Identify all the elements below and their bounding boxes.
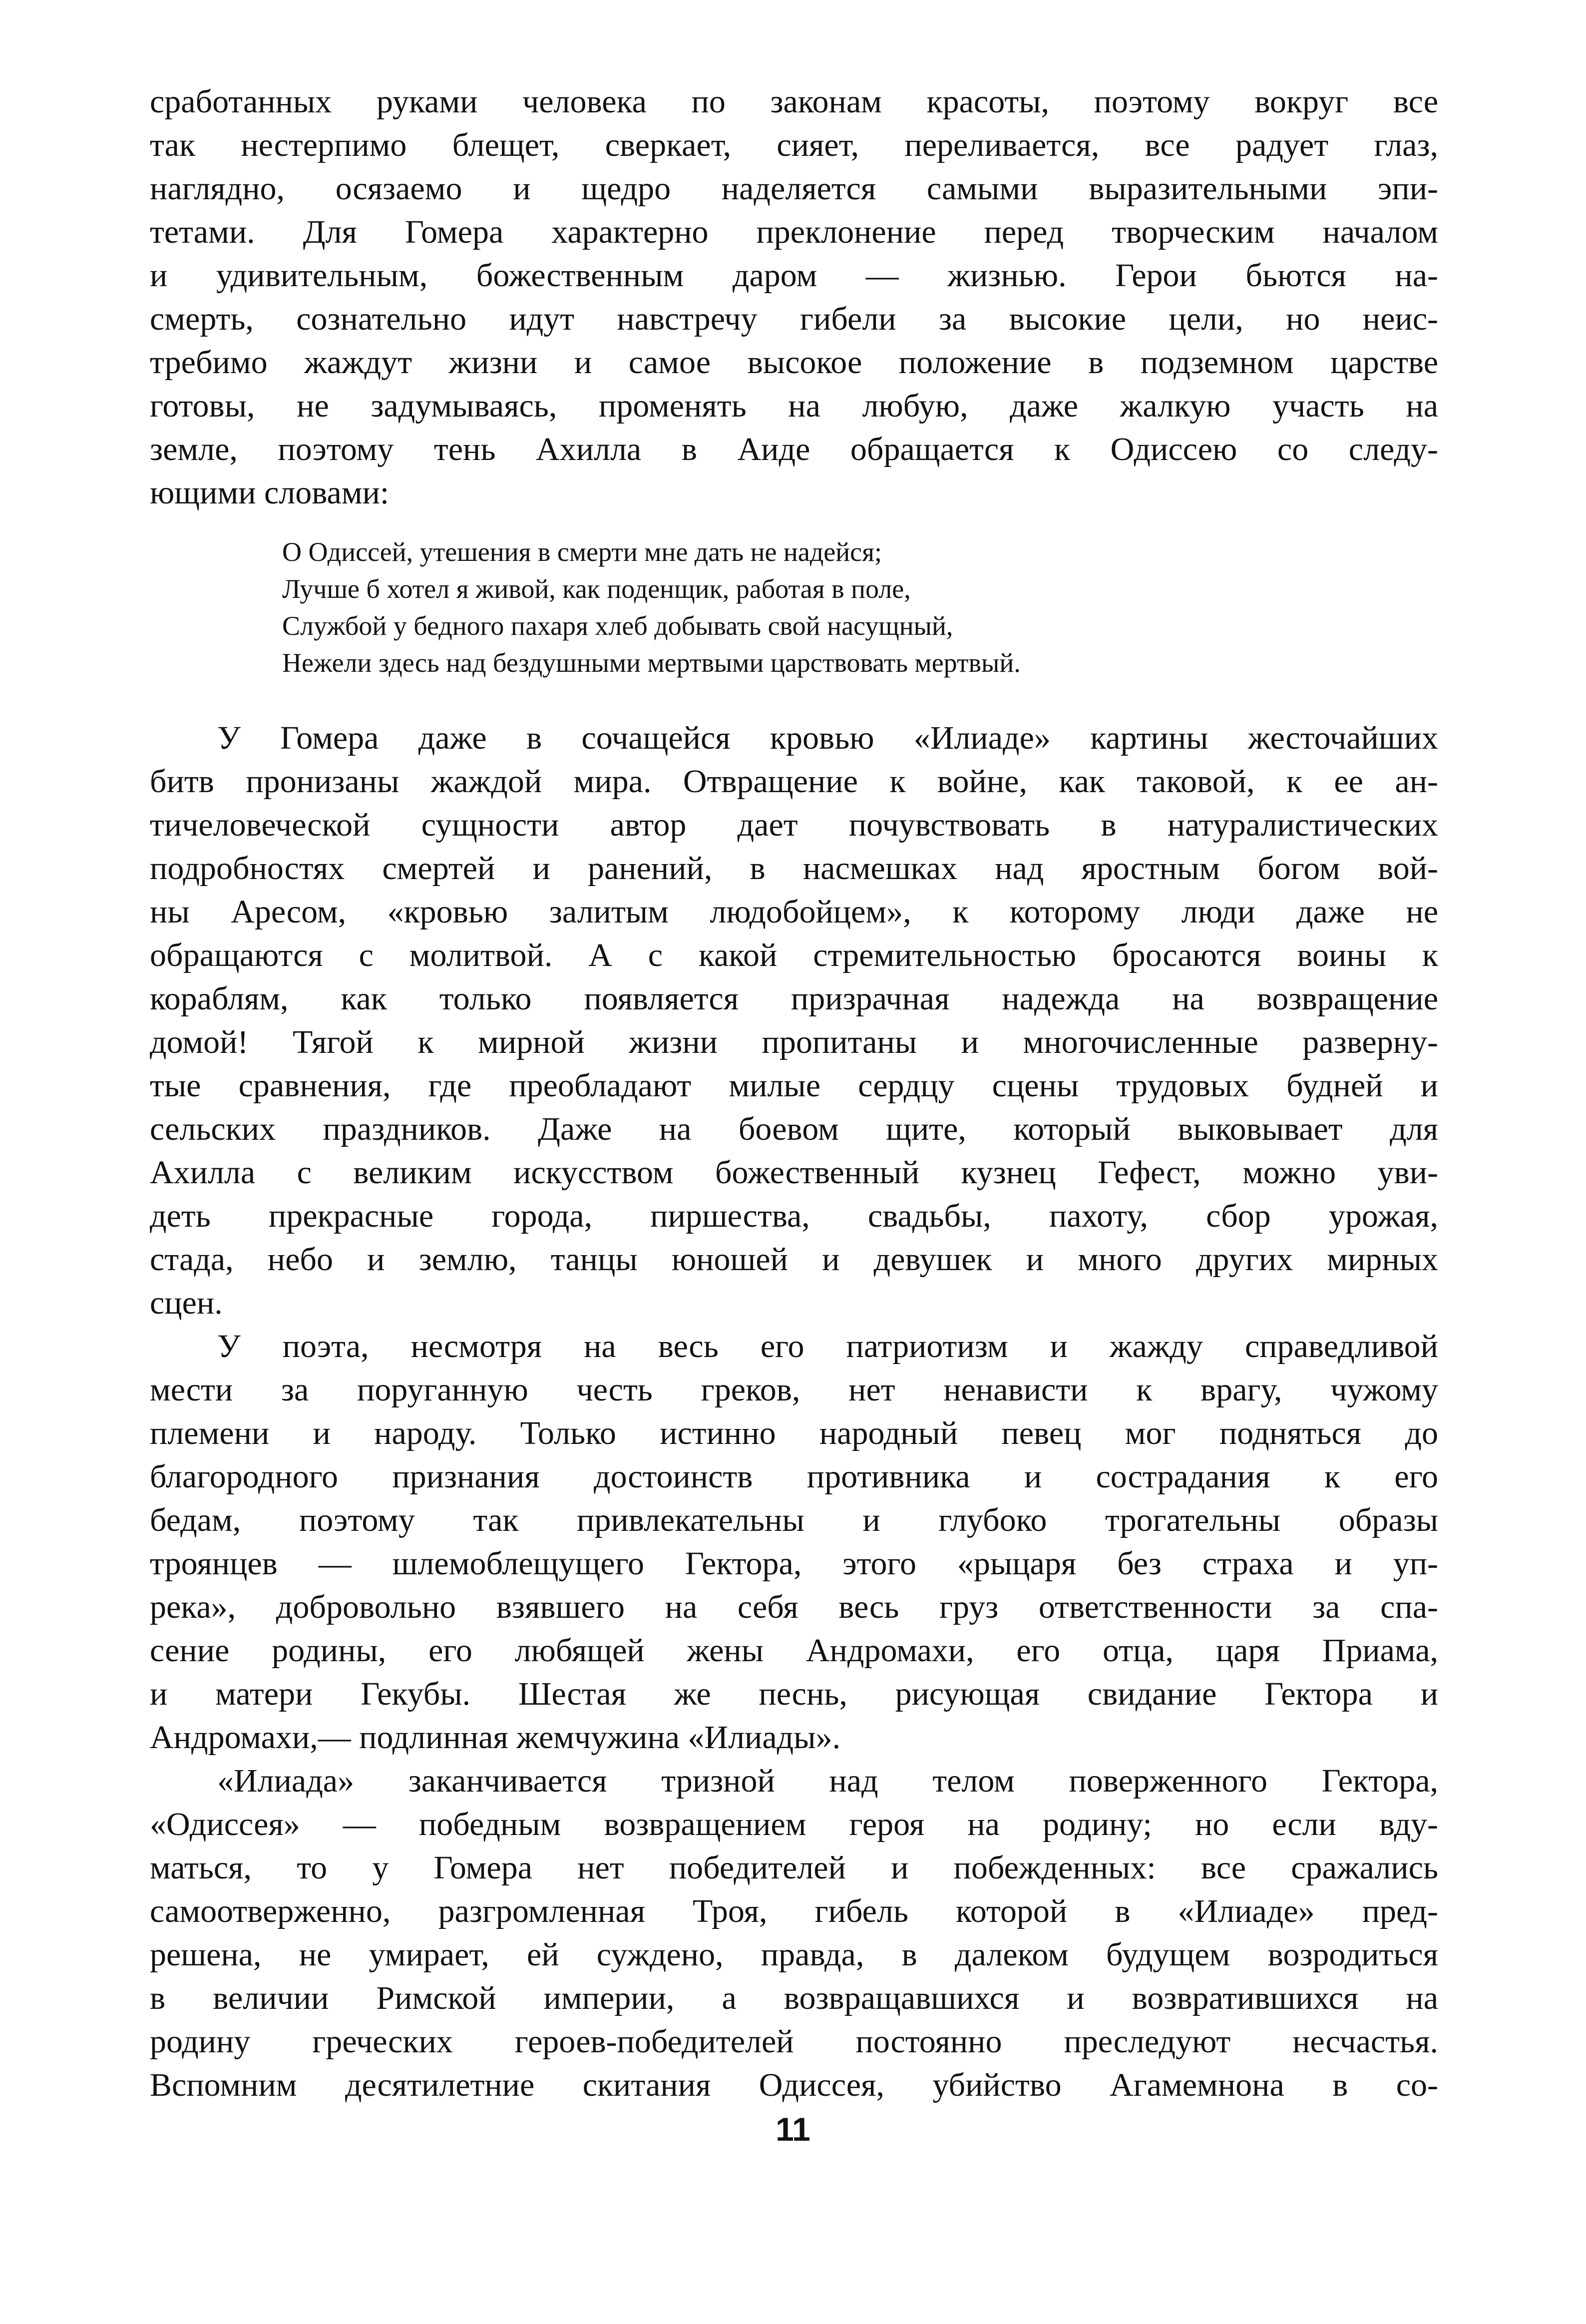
text-line: обращаются с молитвой. А с какой стремительностью бросаются воины к xyxy=(150,937,1438,973)
text-line: племени и народу. Только истинно народный певец мог подняться до xyxy=(150,1415,1438,1451)
text-line: ющими словами: xyxy=(150,474,390,511)
paragraph-intro xyxy=(150,80,1438,514)
text-line: бедам, поэтому так привлекательны и глубоко трогательны образы xyxy=(150,1502,1438,1538)
text-line: наглядно, осязаемо и щедро наделяется самыми выразительными эпи- xyxy=(150,170,1438,207)
page-number: 11 xyxy=(776,2111,810,2148)
text-line: «Одиссея» — победным возвращением героя на родину; но если вду- xyxy=(150,1806,1438,1843)
text-line: река», добровольно взявшего на себя весь груз ответственности за спа- xyxy=(150,1589,1438,1625)
text-line: смерть, сознательно идут навстречу гибели за высокие цели, но неис- xyxy=(150,301,1438,337)
text-line: тые сравнения, где преобладают милые сердцу сцены трудовых будней и xyxy=(150,1067,1438,1104)
text-line: У Гомера даже в сочащейся кровью «Илиаде» картины жесточайших xyxy=(217,720,1438,756)
text-line: сение родины, его любящей жены Андромахи, его отца, царя Приама, xyxy=(150,1632,1438,1669)
text-line: сцен. xyxy=(150,1285,223,1321)
text-line: Андромахи,— подлинная жемчужина «Илиады». xyxy=(150,1719,841,1756)
verse-line: Лучше б хотел я живой, как поденщик, работая в поле, xyxy=(282,574,911,604)
paragraph-ending xyxy=(150,1759,1438,2107)
text-line: У поэта, несмотря на весь его патриотизм и жажду справедливой xyxy=(217,1328,1438,1365)
paragraph-enemy xyxy=(150,1325,1438,1759)
text-line: Вспомним десятилетние скитания Одиссея, убийство Агамемнона в со- xyxy=(150,2067,1438,2103)
text-line: готовы, не задумываясь, променять на любую, даже жалкую участь на xyxy=(150,388,1438,424)
text-line: Ахилла с великим искусством божественный кузнец Гефест, можно уви- xyxy=(150,1154,1438,1191)
verse-quote xyxy=(150,533,1438,681)
paragraph-war xyxy=(150,716,1438,1325)
text-line: подробностях смертей и ранений, в насмешках над яростным богом вой- xyxy=(150,850,1438,887)
text-line: в величии Римской империи, а возвращавшихся и возвратившихся на xyxy=(150,1980,1438,2016)
text-line: деть прекрасные города, пиршества, свадьбы, пахоту, сбор урожая, xyxy=(150,1198,1438,1234)
text-line: так нестерпимо блещет, сверкает, сияет, переливается, все радует глаз, xyxy=(150,127,1438,163)
text-line: ны Аресом, «кровью залитым людобойцем», к которому люди даже не xyxy=(150,894,1438,930)
text-line: сработанных руками человека по законам красоты, поэтому вокруг все xyxy=(150,83,1438,120)
text-line: домой! Тягой к мирной жизни пропитаны и многочисленные разверну- xyxy=(150,1024,1438,1060)
text-line: «Илиада» заканчивается тризной над телом поверженного Гектора, xyxy=(217,1763,1438,1799)
text-line: родину греческих героев-победителей постоянно преследуют несчастья. xyxy=(150,2023,1438,2060)
text-line: и удивительным, божественным даром — жизнью. Герои бьются на- xyxy=(150,257,1438,294)
text-line: мести за поруганную честь греков, нет ненависти к врагу, чужому xyxy=(150,1372,1438,1408)
text-line: тетами. Для Гомера характерно преклонение перед творческим началом xyxy=(150,214,1438,250)
text-line: стада, небо и землю, танцы юношей и девушек и много других мирных xyxy=(150,1241,1438,1278)
text-line: требимо жаждут жизни и самое высокое положение в подземном царстве xyxy=(150,344,1438,381)
text-line: битв пронизаны жаждой мира. Отвращение к войне, как таковой, к ее ан- xyxy=(150,763,1438,800)
text-line: кораблям, как только появляется призрачная надежда на возвращение xyxy=(150,980,1438,1017)
verse-line: О Одиссей, утешения в смерти мне дать не надейся; xyxy=(282,537,882,567)
text-line: земле, поэтому тень Ахилла в Аиде обращается к Одиссею со следу- xyxy=(150,431,1438,467)
text-line: решена, не умирает, ей суждено, правда, в далеком будущем возродиться xyxy=(150,1936,1438,1973)
verse-line: Нежели здесь над бездушными мертвыми царствовать мертвый. xyxy=(282,648,1021,678)
text-line: и матери Гекубы. Шестая же песнь, рисующая свидание Гектора и xyxy=(150,1676,1438,1712)
verse-line: Службой у бедного пахаря хлеб добывать свой насущный, xyxy=(282,611,953,641)
text-line: троянцев — шлемоблещущего Гектора, этого «рыцаря без страха и уп- xyxy=(150,1545,1438,1582)
text-column xyxy=(150,80,1438,2107)
text-line: сельских праздников. Даже на боевом щите, который выковывает для xyxy=(150,1111,1438,1147)
text-line: маться, то у Гомера нет победителей и побежденных: все сражались xyxy=(150,1850,1438,1886)
text-line: самоотверженно, разгромленная Троя, гибель которой в «Илиаде» пред- xyxy=(150,1893,1438,1929)
text-line: тичеловеческой сущности автор дает почувствовать в натуралистических xyxy=(150,807,1438,843)
text-line: благородного признания достоинств противника и сострадания к его xyxy=(150,1458,1438,1495)
